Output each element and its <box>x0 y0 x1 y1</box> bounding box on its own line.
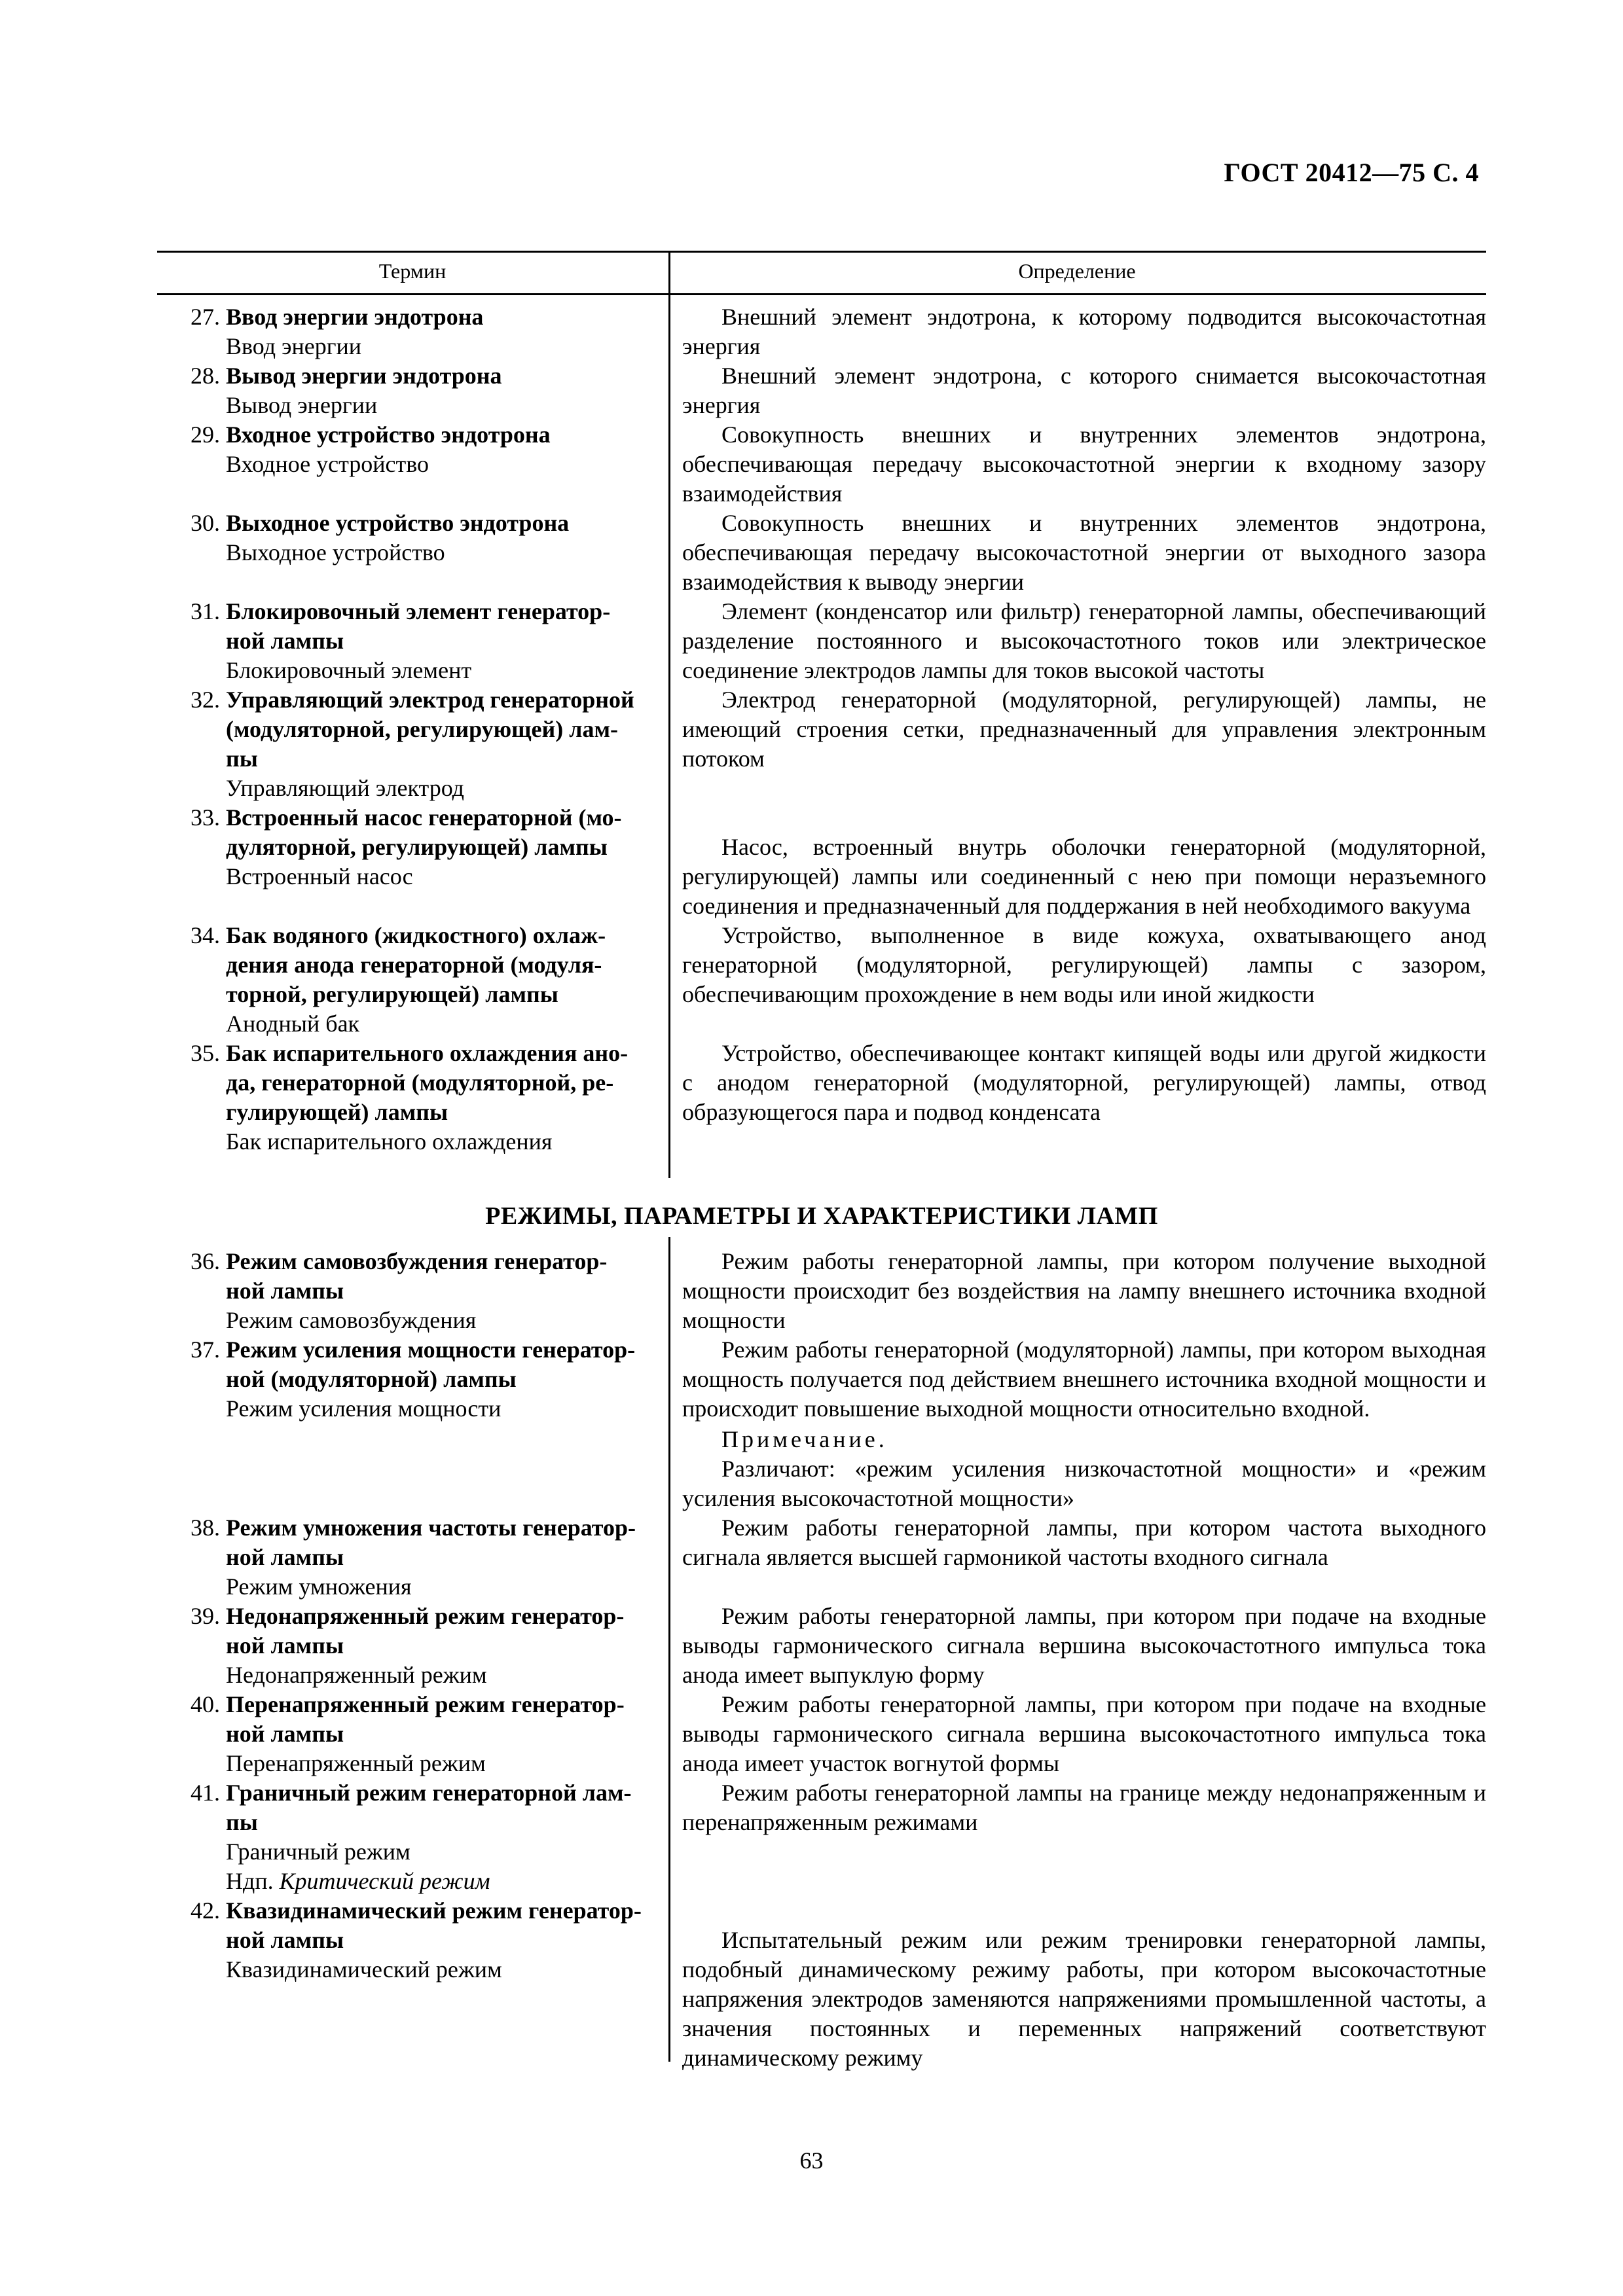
note-text <box>682 1425 1486 1513</box>
term-line <box>157 980 642 1009</box>
term-number <box>157 1926 226 1955</box>
term-synonym: Встроенный насос <box>226 863 413 889</box>
term-number <box>157 980 226 1009</box>
term-table-block <box>157 1247 1486 2073</box>
term-cell <box>157 1247 668 1335</box>
term-number <box>157 950 226 980</box>
note-lead: Примечание. <box>721 1426 888 1452</box>
definition-cell <box>668 1335 1486 1513</box>
term-line <box>157 1778 642 1808</box>
term-title-line: Блокировочный элемент генератор- <box>226 598 611 624</box>
term-line <box>157 1690 642 1719</box>
term-entry <box>157 803 1486 921</box>
term-title-line: Бак водяного (жидкостного) охлаж- <box>226 922 606 948</box>
definition-text: Режим работы генераторной лампы, при котором при подаче на входные выводы гармонического сигнала вершина высокочастотного импульса тока анода имеет участок вогнутой формы <box>682 1691 1486 1776</box>
term-title-line: ной лампы <box>226 1278 344 1304</box>
term-title-line: Бак испарительного охлаждения ано- <box>226 1040 629 1066</box>
term-title-line: Граничный режим генераторной лам- <box>226 1780 632 1806</box>
term-title-line: Перенапряженный режим генератор- <box>226 1691 625 1717</box>
term-line <box>157 626 642 656</box>
definition-text: Электрод генераторной (модуляторной, регулирующей) лампы, не имеющий строения сетки, предназначенный для управления электронным потоком <box>682 687 1486 772</box>
term-synonym: Входное устройство <box>226 451 429 477</box>
term-cell <box>157 1039 668 1157</box>
term-line <box>157 1247 642 1276</box>
table-header <box>157 251 1486 295</box>
term-line <box>157 744 642 774</box>
term-number <box>157 626 226 656</box>
term-title-line: Выходное устройство эндотрона <box>226 510 570 536</box>
term-cell <box>157 509 668 597</box>
term-entry <box>157 420 1486 509</box>
term-number: 29. <box>191 422 220 448</box>
term-synonym: Блокировочный элемент <box>226 657 472 683</box>
term-number: 40. <box>191 1691 220 1717</box>
definition-text: Режим работы генераторной лампы, при котором при подаче на входные выводы гармонического сигнала вершина высокочастотного импульса тока анода имеет выпуклую форму <box>682 1603 1486 1688</box>
term-title-line: да, генераторной (модуляторной, ре- <box>226 1069 614 1096</box>
term-line <box>157 420 642 450</box>
term-number: 42. <box>191 1897 220 1924</box>
note-body: Различают: «режим усиления низкочастотной мощности» и «режим усиления высокочастотной мощности» <box>682 1456 1486 1511</box>
term-synonym: Вывод энергии <box>226 392 378 418</box>
term-line <box>157 1543 642 1572</box>
column-divider <box>668 251 670 291</box>
term-entry <box>157 1039 1486 1157</box>
term-synonym: Режим самовозбуждения <box>226 1307 477 1333</box>
term-number <box>157 1808 226 1837</box>
definition-text: Насос, встроенный внутрь оболочки генераторной (модуляторной, регулирующей) лампы или соединенный с нею при помощи неразъемного соединения и предназначенный для поддержания в ней необходимого вакуума <box>682 834 1486 919</box>
term-line <box>157 833 642 862</box>
definition-cell <box>668 1896 1486 2073</box>
term-title-line: Встроенный насос генераторной (мо- <box>226 804 622 831</box>
definition-cell <box>668 1602 1486 1690</box>
term-number: 39. <box>191 1603 220 1629</box>
term-line <box>157 1808 642 1837</box>
page-number: 63 <box>799 2147 824 2174</box>
term-line <box>157 1631 642 1660</box>
term-number <box>157 1068 226 1098</box>
term-title-line: ной лампы <box>226 628 344 654</box>
column-header-definition: Определение <box>1018 259 1136 283</box>
term-line <box>157 1068 642 1098</box>
term-cell <box>157 597 668 685</box>
term-line <box>157 1365 642 1394</box>
term-number <box>157 1276 226 1306</box>
term-title-line: Режим усиления мощности генератор- <box>226 1336 636 1363</box>
definition-text: Режим работы генераторной лампы, при котором получение выходной мощности происходит без воздействия на лампу внешнего источника входной мощности <box>682 1248 1486 1333</box>
term-line <box>157 1926 642 1955</box>
term-line <box>157 1039 642 1068</box>
term-line <box>157 685 642 715</box>
term-title-line: ной (модуляторной) лампы <box>226 1366 517 1392</box>
term-title-line: Недонапряженный режим генератор- <box>226 1603 625 1629</box>
definition-text: Совокупность внешних и внутренних элементов эндотрона, обеспечивающая передачу высокочастотной энергии от выходного зазора взаимодействия к выводу энергии <box>682 510 1486 595</box>
term-line <box>157 509 642 538</box>
term-title-line: Управляющий электрод генераторной <box>226 687 634 713</box>
term-title-line: ной лампы <box>226 1544 344 1570</box>
definition-cell <box>668 685 1486 803</box>
term-number: 33. <box>191 804 220 831</box>
definition-spacer <box>682 1896 1486 1926</box>
definition-cell <box>668 1247 1486 1335</box>
term-line <box>157 302 642 332</box>
term-title-line: Квазидинамический режим генератор- <box>226 1897 642 1924</box>
term-entry <box>157 921 1486 1039</box>
term-number: 30. <box>191 510 220 536</box>
term-number: 31. <box>191 598 220 624</box>
definition-note <box>682 1425 1486 1513</box>
term-number <box>157 1098 226 1127</box>
term-synonym: Режим усиления мощности <box>226 1395 501 1422</box>
term-entry <box>157 1602 1486 1690</box>
term-number <box>157 715 226 744</box>
term-line <box>157 950 642 980</box>
term-entry <box>157 1247 1486 1335</box>
term-synonym: Режим умножения <box>226 1573 412 1600</box>
definition-cell <box>668 1513 1486 1602</box>
term-cell <box>157 1335 668 1513</box>
term-cell <box>157 420 668 509</box>
term-line <box>157 921 642 950</box>
term-number <box>157 1631 226 1660</box>
definition-cell <box>668 420 1486 509</box>
definition-text: Режим работы генераторной (модуляторной) лампы, при котором выходная мощность получается под действием внешнего источника входной мощности и происходит повышение выходной мощности относительно входной. <box>682 1336 1486 1422</box>
term-title-line: ной лампы <box>226 1632 344 1659</box>
term-title-line: Ввод энергии эндотрона <box>226 304 484 330</box>
term-title-line: Режим умножения частоты генератор- <box>226 1515 636 1541</box>
term-line <box>157 361 642 391</box>
term-title-line: Входное устройство эндотрона <box>226 422 551 448</box>
definition-text: Внешний элемент эндотрона, с которого снимается высокочастотная энергия <box>682 363 1486 418</box>
definition-text: Режим работы генераторной лампы, при котором частота выходного сигнала является высшей гармоникой частоты входного сигнала <box>682 1515 1486 1570</box>
definition-cell <box>668 509 1486 597</box>
term-entry <box>157 597 1486 685</box>
term-title-line: ной лампы <box>226 1721 344 1747</box>
term-synonym: Управляющий электрод <box>226 775 464 801</box>
term-entry <box>157 685 1486 803</box>
deprecated-label: Ндп. <box>226 1868 274 1894</box>
term-title-line: дения анода генераторной (модуля- <box>226 952 602 978</box>
definition-text: Режим работы генераторной лампы на границе между недонапряженным и перенапряженным режимами <box>682 1780 1486 1835</box>
term-title-line: гулирующей) лампы <box>226 1099 448 1125</box>
term-synonym: Ввод энергии <box>226 333 362 359</box>
term-entry <box>157 361 1486 420</box>
term-cell <box>157 1602 668 1690</box>
definition-cell <box>668 361 1486 420</box>
term-line <box>157 1896 642 1926</box>
term-number <box>157 1543 226 1572</box>
definition-cell <box>668 803 1486 921</box>
definition-text: Элемент (конденсатор или фильтр) генераторной лампы, обеспечивающий разделение постоянного и высокочастотного токов или электрическое соединение электродов лампы для токов высокой частоты <box>682 598 1486 683</box>
term-title-line: торной, регулирующей) лампы <box>226 981 558 1007</box>
term-number: 32. <box>191 687 220 713</box>
term-number: 38. <box>191 1515 220 1541</box>
definition-cell <box>668 302 1486 361</box>
term-number: 34. <box>191 922 220 948</box>
term-entry <box>157 1335 1486 1513</box>
term-number: 28. <box>191 363 220 389</box>
term-number <box>157 833 226 862</box>
term-cell <box>157 1896 668 2073</box>
deprecated-term-text: Критический режим <box>279 1868 490 1894</box>
term-cell <box>157 1778 668 1896</box>
term-cell <box>157 803 668 921</box>
term-synonym: Бак испарительного охлаждения <box>226 1128 553 1155</box>
term-line <box>157 1276 642 1306</box>
definition-cell <box>668 1039 1486 1157</box>
term-entry <box>157 1690 1486 1778</box>
definition-text: Внешний элемент эндотрона, к которому подводится высокочастотная энергия <box>682 304 1486 359</box>
term-number <box>157 1719 226 1749</box>
term-entry <box>157 1896 1486 2073</box>
term-line <box>157 803 642 833</box>
term-number <box>157 1365 226 1394</box>
term-title-line: Режим самовозбуждения генератор- <box>226 1248 608 1274</box>
section-title: РЕЖИМЫ, ПАРАМЕТРЫ И ХАРАКТЕРИСТИКИ ЛАМП <box>485 1202 1158 1230</box>
term-title-line: ной лампы <box>226 1927 344 1953</box>
page-header: ГОСТ 20412—75 С. 4 <box>1224 158 1479 187</box>
definition-cell <box>668 597 1486 685</box>
definition-cell <box>668 921 1486 1039</box>
term-number: 41. <box>191 1780 220 1806</box>
term-synonym: Выходное устройство <box>226 539 445 565</box>
term-line <box>157 1098 642 1127</box>
definition-cell <box>668 1690 1486 1778</box>
term-cell <box>157 685 668 803</box>
term-synonym: Недонапряженный режим <box>226 1662 487 1688</box>
term-title-line: пы <box>226 1809 258 1835</box>
term-number: 27. <box>191 304 220 330</box>
term-number: 36. <box>191 1248 220 1274</box>
term-entry <box>157 1513 1486 1602</box>
term-line <box>157 1602 642 1631</box>
term-synonym: Анодный бак <box>226 1011 360 1037</box>
term-number <box>157 744 226 774</box>
term-synonym: Квазидинамический режим <box>226 1956 502 1982</box>
term-line <box>157 1719 642 1749</box>
term-entry <box>157 1778 1486 1896</box>
term-number: 37. <box>191 1336 220 1363</box>
definition-text: Устройство, обеспечивающее контакт кипящей воды или другой жидкости с анодом генераторной (модуляторной, регулирующей) лампы, отвод образующегося пара и подвод конденсата <box>682 1040 1486 1125</box>
term-cell <box>157 1513 668 1602</box>
term-cell <box>157 361 668 420</box>
column-header-term: Термин <box>378 259 447 283</box>
term-title-line: пы <box>226 745 258 772</box>
term-entry <box>157 509 1486 597</box>
term-entry <box>157 302 1486 361</box>
deprecated-term <box>157 1867 642 1896</box>
term-title-line: дуляторной, регулирующей) лампы <box>226 834 608 860</box>
term-cell <box>157 1690 668 1778</box>
term-title-line: Вывод энергии эндотрона <box>226 363 502 389</box>
term-line <box>157 715 642 744</box>
definition-text: Совокупность внешних и внутренних элементов эндотрона, обеспечивающая передачу высокочастотной энергии к входному зазору взаимодействия <box>682 422 1486 507</box>
definition-spacer <box>682 803 1486 833</box>
term-line <box>157 1335 642 1365</box>
term-title-line: (модуляторной, регулирующей) лам- <box>226 716 618 742</box>
term-line <box>157 597 642 626</box>
term-line <box>157 1513 642 1543</box>
term-table-block <box>157 302 1486 1157</box>
term-synonym: Граничный режим <box>226 1839 410 1865</box>
definition-text: Устройство, выполненное в виде кожуха, охватывающего анод генераторной (модуляторной, регулирующей) лампы с зазором, обеспечивающим прохождение в нем воды или иной жидкости <box>682 922 1486 1007</box>
term-number: 35. <box>191 1040 220 1066</box>
definition-cell <box>668 1778 1486 1896</box>
term-cell <box>157 302 668 361</box>
definition-text: Испытательный режим или режим тренировки генераторной лампы, подобный динамическому режиму работы, при котором высокочастотные напряжения электродов заменяются напряжениями промышленной частоты, а значения постоянных и переменных напряжений соответствуют динамическому режиму <box>682 1927 1486 2071</box>
term-synonym: Перенапряженный режим <box>226 1750 486 1776</box>
term-cell <box>157 921 668 1039</box>
